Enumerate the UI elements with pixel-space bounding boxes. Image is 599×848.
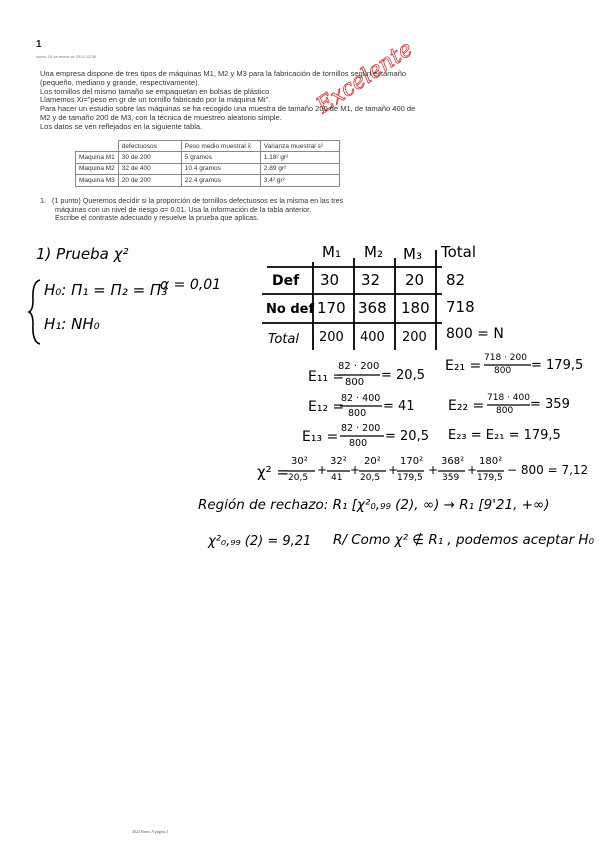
problem-line: Los tornillos del mismo tamaño se empaquetan en bolsas de plástico. [40,86,272,96]
problem-line: Para hacer un estudio sobre las máquinas se ha recogido una muestra de tamaño 200 de M1, de tamaño 400 de [40,104,416,114]
hw-chi-den: 179,5 [397,473,423,483]
hw-plus: + [350,463,361,477]
hw-cell: 30 [320,271,340,289]
page-footer: 2022 Enero A página 1 [132,829,169,834]
question-text: máquinas con un nivel de riesgo α= 0.01. Usa la información de la tabla anterior. [55,204,312,214]
hw-null-hypothesis: H₀: Π₁ = Π₂ = Π₃ [44,281,168,299]
hw-expected-num: 82 · 200 [341,423,381,434]
hw-expected-den: 800 [496,406,514,416]
hw-chi-num: 20² [364,456,381,467]
stamp-text: Excelente [312,36,418,119]
hw-table-header: M₁ [322,243,341,261]
hw-chi-den: 20,5 [360,473,381,483]
problem-line: M2 y de tamaño 200 de M3, con la técnica de muestreo aleatorio simple. [40,112,282,122]
hw-chi-num: 32² [330,456,347,467]
table-cell: 22.4 gramos [181,175,260,186]
hw-plus: + [467,463,478,477]
hw-plus: + [388,463,399,477]
table-header-cell: Peso medio muestral x̄ [181,141,260,152]
question-text: Escribe el contraste adecuado y resuelve la prueba que aplicas. [55,213,259,223]
table-cell: 5 gramos [181,152,260,163]
hw-chi-den: 179,5 [477,473,503,483]
problem-line: Los datos se ven reflejados en la siguiente tabla. [40,121,203,131]
hw-alpha: α = 0,01 [160,277,222,293]
hw-chi-num: 170² [400,456,424,467]
table-cell: 2.89 gr² [260,163,339,174]
hw-cell: 32 [361,271,381,289]
hw-chi-den: 41 [331,473,343,483]
hw-expected-rhs: = 179,5 [531,358,584,373]
table-cell: 30 de 200 [118,152,181,163]
table-cell: 10.4 gramos [181,163,260,174]
question-text: Queremos decidir si la proporción de tornillos defectuosos es la misma en las tres [82,196,344,205]
hw-row-label: Total [268,332,299,347]
hw-cell: 800 = N [446,326,504,342]
hw-rejection-region: Región de rechazo: R₁ [χ²₀,₉₉ (2), ∞) → R₁ [9'21, +∞) [198,497,550,513]
hw-cell: 368 [358,299,387,317]
hw-table-header: M₃ [403,245,422,263]
hw-cell: 718 [446,298,475,316]
hw-plus: + [317,463,328,477]
hw-cell: 170 [317,299,346,317]
hw-expected-num: 82 · 200 [338,361,380,372]
problem-line: Una empresa dispone de tres tipos de máquinas M1, M2 y M3 para la fabricación de tornillos según el tamaño [40,69,407,78]
table-cell: Maquina M1 [76,152,119,163]
question-number: 1. [40,196,46,205]
hw-cell: 400 [360,330,385,345]
table-cell: 20 de 200 [118,175,181,186]
hw-expected-rhs: = 20,5 [385,429,429,444]
hw-expected-den: 800 [349,438,368,449]
table-cell: 3.4² gr² [260,175,339,186]
hw-alt-hypothesis: H₁: NH₀ [44,315,100,333]
hw-chi-den: 20,5 [288,473,309,483]
hw-expected-rhs: = 359 [530,397,570,412]
question-points: (1 punto) [52,196,81,205]
problem-line: (pequeño, mediano y grande, respectivamente). [40,77,200,87]
table-cell: 1.18² gr² [260,152,339,163]
hw-expected-lhs: E₂₂ = [448,398,485,414]
hw-chi-result: − 800 = 7,12 [507,463,589,477]
hw-critical-value: χ²₀,₉₉ (2) = 9,21 [208,534,312,549]
hw-expected-lhs: E₂₁ = [445,358,482,374]
hw-title: 1) Prueba χ² [36,245,129,263]
hw-expected-num: 718 · 200 [484,353,527,363]
table-header-cell: Varianza muestral s² [260,141,339,152]
hw-cell: 20 [405,271,425,289]
hw-expected-lhs: E₁₃ = [302,429,339,445]
page-number: 1 [36,39,42,50]
hw-expected-lhs: E₁₁ = [308,369,345,385]
hw-cell: 180 [401,299,430,317]
hw-cell: 200 [319,330,344,345]
hw-expected-rhs: = 41 [383,399,415,414]
hw-expected-num: 82 · 400 [341,393,381,404]
hw-chi-num: 30² [291,456,308,467]
hw-chi-num: 368² [441,456,465,467]
table-cell: 32 de 400 [118,163,181,174]
hw-expected-den: 800 [494,366,512,376]
page-timestamp: lunes, 15 de enero de 2024 13:38 [36,54,96,59]
hw-expected-rhs: = 20,5 [381,368,425,383]
hw-row-label: Def [272,273,300,289]
table-header-cell: defectuosos [118,141,181,152]
hw-expected-den: 800 [348,408,367,419]
hw-chi-lhs: χ² = [257,463,290,481]
table-cell: Maquina M3 [76,175,119,186]
hw-expected-den: 800 [345,377,365,388]
hw-expected-num: 718 · 400 [487,393,530,403]
hw-expected-lhs: E₁₂ = [308,399,345,415]
hw-plus: + [428,463,439,477]
hw-chi-num: 180² [479,456,503,467]
hypothesis-brace [29,280,40,344]
hw-cell: 82 [446,271,466,289]
hw-table-header: M₂ [364,243,383,261]
hw-cell: 200 [402,330,427,345]
hw-chi-den: 359 [442,473,460,483]
problem-line: Llamemos Xi="peso en gr de un tornillo fabricado por la máquina Mi". [40,95,271,105]
hw-table-header: Total [441,243,477,261]
hw-row-label: No def [266,302,315,317]
table-cell: Maquina M2 [76,163,119,174]
hw-conclusion: R/ Como χ² ∉ R₁ , podemos aceptar H₀ [333,532,594,548]
hw-expected-lhs: E₂₃ = E₂₁ = 179,5 [448,428,561,443]
